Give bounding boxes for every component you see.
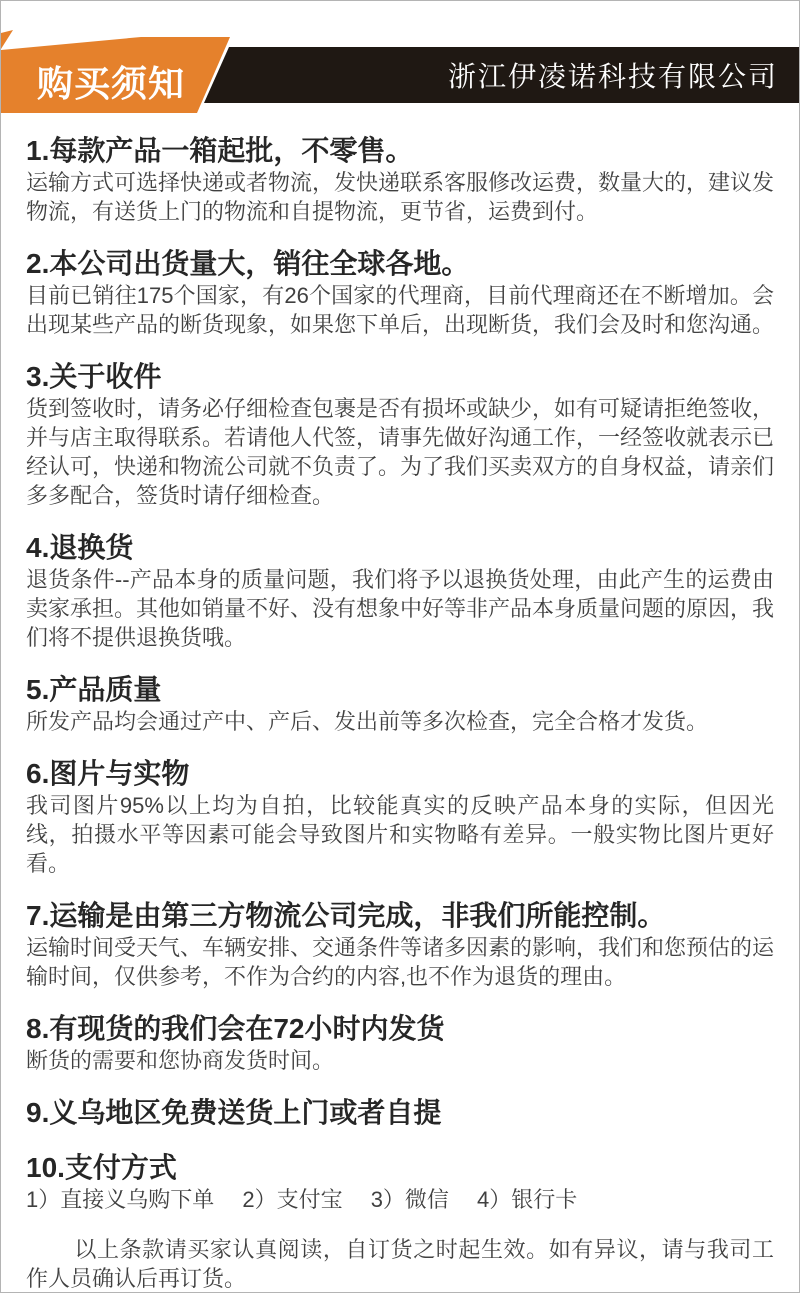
notice-section <box>26 673 774 736</box>
section-body: 退货条件--产品本身的质量问题，我们将予以退换货处理，由此产生的运费由卖家承担。其他如销量不好、没有想象中好等非产品本身质量问题的原因，我们将不提供退换货哦。 <box>26 567 775 650</box>
notice-section <box>26 1151 774 1214</box>
section-heading: 4.退换货 <box>26 532 134 563</box>
notice-sections <box>26 134 774 1214</box>
section-body: 运输方式可选择快递或者物流，发快递联系客服修改运费，数量大的，建议发物流，有送货上门的物流和自提物流，更节省，运费到付。 <box>26 170 775 224</box>
section-heading: 8.有现货的我们会在72小时内发货 <box>26 1013 445 1044</box>
notice-content <box>1 113 799 1293</box>
section-heading: 6.图片与实物 <box>26 758 190 789</box>
notice-section <box>26 1096 774 1130</box>
notice-section <box>26 899 774 991</box>
section-heading: 3.关于收件 <box>26 361 162 392</box>
section-body: 运输时间受天气、车辆安排、交通条件等诸多因素的影响，我们和您预估的运输时间，仅供参考，不作为合约的内容,也不作为退货的理由。 <box>26 935 775 989</box>
header-ribbon-corner-accent <box>1 30 13 49</box>
section-body: 货到签收时，请务必仔细检查包裹是否有损坏或缺少，如有可疑请拒绝签收，并与店主取得联系。若请他人代签，请事先做好沟通工作，一经签收就表示已经认可，快递和物流公司就不负责了。为了我们买卖双方的自身权益，请亲们多多配合，签货时请仔细检查。 <box>26 396 775 508</box>
notice-section <box>26 1012 774 1075</box>
page-header <box>1 1 799 113</box>
section-body: 断货的需要和您协商发货时间。 <box>26 1048 335 1073</box>
closing-note: 以上条款请买家认真阅读，自订货之时起生效。如有异议，请与我司工作人员确认后再订货。 <box>26 1237 774 1291</box>
notice-section <box>26 757 774 878</box>
section-heading: 5.产品质量 <box>26 674 162 705</box>
section-heading: 1.每款产品一箱起批，不零售。 <box>26 135 414 166</box>
banner-title: 购买须知 <box>37 63 186 104</box>
section-body: 1）直接义乌购下单 2）支付宝 3）微信 4）银行卡 <box>26 1187 578 1212</box>
notice-section <box>26 247 774 339</box>
notice-section <box>26 360 774 510</box>
notice-section <box>26 531 774 652</box>
section-body: 目前已销往175个国家，有26个国家的代理商，目前代理商还在不断增加。会出现某些产品的断货现象，如果您下单后，出现断货，我们会及时和您沟通。 <box>26 283 775 337</box>
company-name: 浙江伊凌诺科技有限公司 <box>447 61 778 92</box>
notice-section <box>26 134 774 226</box>
section-heading: 10.支付方式 <box>26 1152 177 1183</box>
section-heading: 9.义乌地区免费送货上门或者自提 <box>26 1097 442 1128</box>
section-body: 所发产品均会通过产中、产后、发出前等多次检查，完全合格才发货。 <box>26 709 709 734</box>
section-body: 我司图片95%以上均为自拍，比较能真实的反映产品本身的实际，但因光线，拍摄水平等因素可能会导致图片和实物略有差异。一般实物比图片更好看。 <box>26 793 774 876</box>
section-heading: 2.本公司出货量大，销往全球各地。 <box>26 248 470 279</box>
section-heading: 7.运输是由第三方物流公司完成，非我们所能控制。 <box>26 900 666 931</box>
